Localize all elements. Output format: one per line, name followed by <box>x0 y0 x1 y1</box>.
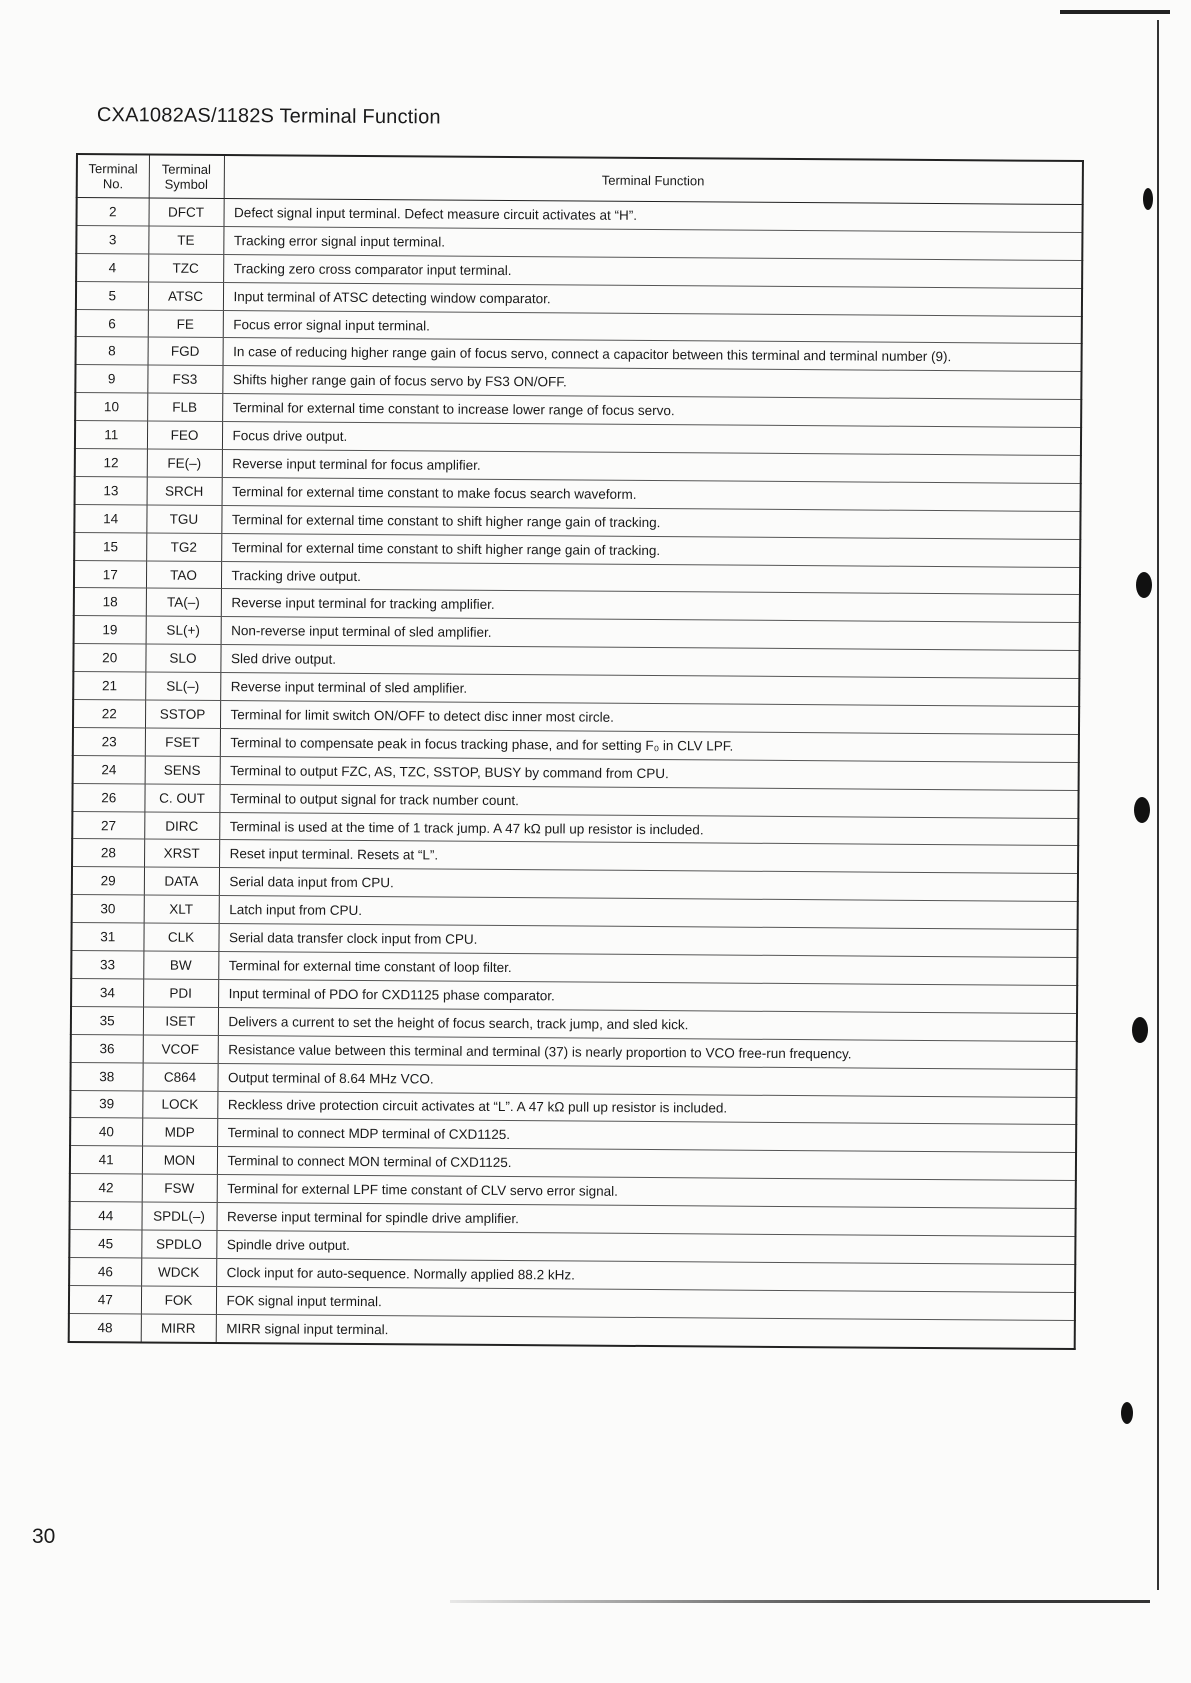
terminal-symbol-cell: MON <box>142 1146 217 1174</box>
terminal-no-cell: 3 <box>76 225 148 253</box>
terminal-no-cell: 10 <box>75 393 147 421</box>
terminal-function-cell: Terminal is used at the time of 1 track jump. A 47 kΩ pull up resistor is included. <box>219 812 1078 846</box>
page-title: CXA1082AS/1182S Terminal Function <box>96 104 441 129</box>
terminal-no-cell: 17 <box>74 560 146 588</box>
terminal-no-cell: 24 <box>73 755 145 783</box>
page-number: 30 <box>32 1525 56 1548</box>
terminal-function-cell: Defect signal input terminal. Defect measure circuit activates at “H”. <box>223 199 1082 233</box>
terminal-function-cell: Terminal to connect MDP terminal of CXD1125. <box>217 1119 1076 1153</box>
terminal-no-cell: 36 <box>71 1034 143 1062</box>
terminal-function-cell: Resistance value between this terminal and terminal (37) is nearly proportion to VCO free-run frequency. <box>218 1035 1077 1069</box>
terminal-no-cell: 46 <box>69 1257 141 1285</box>
terminal-symbol-cell: DIRC <box>144 812 219 840</box>
terminal-no-cell: 13 <box>75 476 147 504</box>
terminal-no-cell: 41 <box>70 1146 142 1174</box>
terminal-no-cell: 2 <box>76 198 148 226</box>
terminal-symbol-cell: SSTOP <box>145 700 220 728</box>
terminal-no-cell: 31 <box>71 923 143 951</box>
terminal-function-cell: Serial data transfer clock input from CPU. <box>218 924 1077 958</box>
terminal-function-cell: Spindle drive output. <box>216 1230 1075 1264</box>
terminal-symbol-cell: TG2 <box>146 533 221 561</box>
terminal-function-cell: Reverse input terminal for spindle drive amplifier. <box>216 1203 1075 1237</box>
terminal-no-cell: 47 <box>69 1285 141 1313</box>
terminal-function-cell: Delivers a current to set the height of focus search, track jump, and sled kick. <box>218 1007 1077 1041</box>
terminal-no-cell: 20 <box>73 644 145 672</box>
terminal-symbol-cell: MDP <box>142 1118 217 1146</box>
terminal-no-cell: 45 <box>69 1229 141 1257</box>
table-header-row <box>77 154 1083 205</box>
terminal-symbol-cell: CLK <box>143 923 218 951</box>
terminal-function-cell: Terminal for external time constant of loop filter. <box>218 952 1077 986</box>
terminal-symbol-cell: SLO <box>145 644 220 672</box>
column-header-symbol: Terminal Symbol <box>149 155 224 199</box>
terminal-symbol-cell: XRST <box>144 839 219 867</box>
terminal-symbol-cell: BW <box>143 951 218 979</box>
binder-hole <box>1121 1402 1133 1424</box>
terminal-symbol-cell: ISET <box>143 1007 218 1035</box>
binder-hole <box>1143 188 1153 210</box>
terminal-symbol-cell: SL(+) <box>146 616 221 644</box>
terminal-no-cell: 11 <box>75 421 147 449</box>
terminal-function-cell: Tracking drive output. <box>221 561 1080 595</box>
terminal-symbol-cell: WDCK <box>141 1258 216 1286</box>
terminal-symbol-cell: SRCH <box>147 477 222 505</box>
terminal-function-cell: Terminal to output signal for track number count. <box>219 784 1078 818</box>
terminal-no-cell: 27 <box>72 811 144 839</box>
terminal-no-cell: 28 <box>72 839 144 867</box>
terminal-function-cell: Latch input from CPU. <box>219 896 1078 930</box>
terminal-function-cell: Terminal for external time constant to shift higher range gain of tracking. <box>221 505 1080 539</box>
terminal-function-cell: Output terminal of 8.64 MHz VCO. <box>217 1063 1076 1097</box>
terminal-no-cell: 44 <box>69 1202 141 1230</box>
terminal-symbol-cell: TGU <box>146 505 221 533</box>
terminal-no-cell: 5 <box>76 281 148 309</box>
terminal-symbol-cell: FLB <box>147 393 222 421</box>
terminal-symbol-cell: TA(–) <box>146 588 221 616</box>
terminal-symbol-cell: TE <box>148 226 223 254</box>
terminal-function-cell: Focus drive output. <box>222 422 1081 456</box>
terminal-function-cell: Clock input for auto-sequence. Normally applied 88.2 kHz. <box>216 1258 1075 1292</box>
terminal-symbol-cell: MIRR <box>141 1314 216 1343</box>
terminal-function-cell: Reckless drive protection circuit activates at “L”. A 47 kΩ pull up resistor is included. <box>217 1091 1076 1125</box>
terminal-symbol-cell: DATA <box>144 867 219 895</box>
terminal-function-cell: Terminal for external time constant to make focus search waveform. <box>222 477 1081 511</box>
terminal-function-cell: Reset input terminal. Resets at “L”. <box>219 840 1078 874</box>
column-header-no: Terminal No. <box>77 154 149 198</box>
terminal-function-cell: Reverse input terminal of sled amplifier. <box>220 673 1079 707</box>
binder-hole <box>1136 572 1152 598</box>
terminal-no-cell: 21 <box>73 672 145 700</box>
terminal-symbol-cell: FE <box>148 310 223 338</box>
terminal-no-cell: 26 <box>72 783 144 811</box>
binder-hole <box>1134 797 1150 823</box>
terminal-symbol-cell: ATSC <box>148 282 223 310</box>
terminal-function-table <box>68 153 1084 1350</box>
terminal-no-cell: 30 <box>72 895 144 923</box>
terminal-no-cell: 33 <box>71 951 143 979</box>
terminal-symbol-cell: SL(–) <box>145 672 220 700</box>
terminal-function-cell: In case of reducing higher range gain of focus servo, connect a capacitor between this terminal and terminal number (9). <box>223 338 1082 372</box>
terminal-no-cell: 29 <box>72 867 144 895</box>
terminal-no-cell: 35 <box>71 1006 143 1034</box>
table-row <box>69 1313 1075 1348</box>
terminal-no-cell: 23 <box>73 727 145 755</box>
terminal-symbol-cell: TAO <box>146 561 221 589</box>
terminal-function-cell: Terminal to output FZC, AS, TZC, SSTOP, BUSY by command from CPU. <box>220 756 1079 790</box>
terminal-function-cell: Sled drive output. <box>220 645 1079 679</box>
terminal-symbol-cell: TZC <box>148 254 223 282</box>
terminal-symbol-cell: FSW <box>142 1174 217 1202</box>
terminal-symbol-cell: FEO <box>147 421 222 449</box>
terminal-no-cell: 14 <box>74 504 146 532</box>
terminal-no-cell: 38 <box>70 1062 142 1090</box>
terminal-symbol-cell: FOK <box>141 1286 216 1314</box>
terminal-symbol-cell: C. OUT <box>144 784 219 812</box>
terminal-function-cell: Tracking zero cross comparator input terminal. <box>223 254 1082 288</box>
page-edge-top <box>1060 10 1170 14</box>
terminal-no-cell: 4 <box>76 253 148 281</box>
terminal-no-cell: 42 <box>70 1174 142 1202</box>
terminal-symbol-cell: FGD <box>148 337 223 365</box>
terminal-function-cell: Focus error signal input terminal. <box>223 310 1082 344</box>
terminal-function-cell: Input terminal of ATSC detecting window comparator. <box>223 282 1082 316</box>
terminal-symbol-cell: SPDL(–) <box>141 1202 216 1230</box>
terminal-no-cell: 48 <box>69 1313 141 1342</box>
terminal-symbol-cell: PDI <box>143 979 218 1007</box>
terminal-symbol-cell: FS3 <box>147 365 222 393</box>
terminal-function-cell: Shifts higher range gain of focus servo by FS3 ON/OFF. <box>222 366 1081 400</box>
terminal-function-cell: Reverse input terminal for tracking amplifier. <box>221 589 1080 623</box>
terminal-no-cell: 40 <box>70 1118 142 1146</box>
terminal-function-cell: Non-reverse input terminal of sled amplifier. <box>221 617 1080 651</box>
terminal-no-cell: 39 <box>70 1090 142 1118</box>
terminal-no-cell: 15 <box>74 532 146 560</box>
terminal-function-cell: Terminal for external time constant to increase lower range of focus servo. <box>222 394 1081 428</box>
terminal-function-cell: MIRR signal input terminal. <box>216 1314 1075 1348</box>
page-edge-line <box>1157 20 1159 1590</box>
terminal-function-cell: Terminal to compensate peak in focus tracking phase, and for setting F₀ in CLV LPF. <box>220 728 1079 762</box>
terminal-function-cell: Reverse input terminal for focus amplifier. <box>222 450 1081 484</box>
binder-hole <box>1132 1017 1148 1043</box>
terminal-function-cell: Terminal to connect MON terminal of CXD1125. <box>217 1147 1076 1181</box>
terminal-symbol-cell: VCOF <box>143 1035 218 1063</box>
terminal-symbol-cell: FE(–) <box>147 449 222 477</box>
terminal-function-cell: Input terminal of PDO for CXD1125 phase comparator. <box>218 979 1077 1013</box>
terminal-function-cell: Tracking error signal input terminal. <box>223 226 1082 260</box>
terminal-no-cell: 6 <box>76 309 148 337</box>
terminal-function-cell: FOK signal input terminal. <box>216 1286 1075 1320</box>
page-bottom-edge <box>450 1600 1150 1603</box>
terminal-no-cell: 19 <box>74 616 146 644</box>
terminal-symbol-cell: DFCT <box>148 198 223 226</box>
terminal-no-cell: 9 <box>75 365 147 393</box>
terminal-no-cell: 12 <box>75 449 147 477</box>
table-body <box>69 198 1083 1349</box>
terminal-no-cell: 22 <box>73 700 145 728</box>
column-header-function: Terminal Function <box>224 155 1083 204</box>
terminal-symbol-cell: C864 <box>142 1063 217 1091</box>
terminal-function-cell: Terminal for external time constant to shift higher range gain of tracking. <box>221 533 1080 567</box>
terminal-no-cell: 18 <box>74 588 146 616</box>
terminal-function-cell: Terminal for limit switch ON/OFF to detect disc inner most circle. <box>220 701 1079 735</box>
terminal-no-cell: 8 <box>76 337 148 365</box>
terminal-symbol-cell: XLT <box>144 895 219 923</box>
terminal-function-cell: Serial data input from CPU. <box>219 868 1078 902</box>
terminal-function-cell: Terminal for external LPF time constant of CLV servo error signal. <box>217 1175 1076 1209</box>
terminal-symbol-cell: FSET <box>145 728 220 756</box>
terminal-symbol-cell: SPDLO <box>141 1230 216 1258</box>
terminal-symbol-cell: LOCK <box>142 1090 217 1118</box>
terminal-no-cell: 34 <box>71 978 143 1006</box>
terminal-symbol-cell: SENS <box>145 756 220 784</box>
